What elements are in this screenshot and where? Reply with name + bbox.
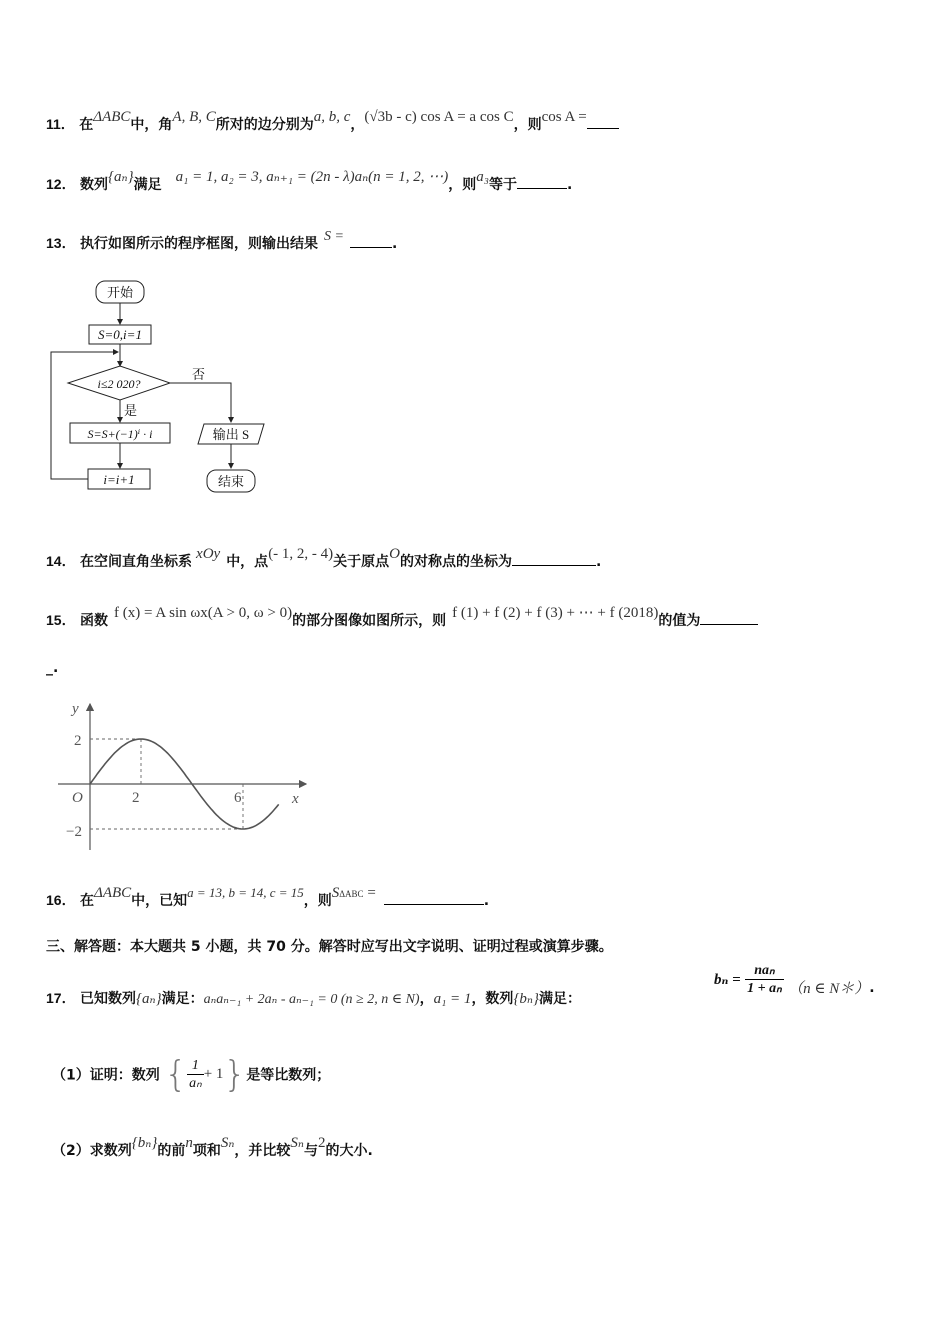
math-expression: A, B, C bbox=[172, 109, 216, 125]
math-expression: a, b, c bbox=[313, 109, 351, 125]
flowchart bbox=[40, 276, 280, 508]
flow-init-label: S=0,i=1 bbox=[98, 327, 142, 342]
flow-end-label: 结束 bbox=[217, 474, 245, 489]
question-12: 12． 数列{aₙ}满足 a₁ = 1, a₂ = 3, aₙ₊₁ = (2n - λ)aₙ(n = 1, 2, ⋯)，则a₃等于 . bbox=[46, 169, 573, 193]
x-tick-2: 2 bbox=[132, 790, 140, 806]
math-expression: (√3b - c) cos A = a cos C bbox=[364, 109, 514, 125]
question-number: 11． bbox=[46, 116, 75, 132]
flow-start-label: 开始 bbox=[106, 285, 134, 300]
y-tick-2: 2 bbox=[74, 733, 82, 749]
q17-part-2: （2）求数列{bₙ}的前n项和Sₙ，并比较Sₙ与2的大小. bbox=[52, 1135, 373, 1159]
fraction: $\frac{1}{\text{aₙ}}$ bbox=[189, 1057, 202, 1091]
answer-blank bbox=[517, 176, 567, 189]
answer-blank bbox=[700, 612, 758, 625]
q17-fraction-group: bₙ = $\frac{\text{naₙ}}{\text{1 + aₙ}}$ （n ∈ N＊）. bbox=[714, 963, 875, 997]
question-13: 13． 执行如图所示的程序框图，则输出结果 S = . bbox=[46, 229, 398, 252]
y-axis-label: y bbox=[72, 701, 79, 717]
math-expression: cos A = bbox=[541, 109, 587, 125]
answer-blank bbox=[512, 553, 596, 566]
question-17: 17． 已知数列{aₙ}满足：aₙaₙ₋₁ + 2aₙ - aₙ₋₁ = 0 (n ≥ 2, n ∈ N)，a₁ = 1，数列{bₙ}满足： bbox=[46, 990, 582, 1007]
q17-part-1: （1）证明：数列 { $\frac{1}{\text{aₙ}}$ + 1}是等比数列； bbox=[52, 1054, 331, 1095]
flow-output-label: 输出 S bbox=[212, 427, 250, 442]
flow-cond-label: i≤2 020? bbox=[97, 377, 141, 391]
question-15: 15． 函数 f (x) = A sin ωx(A > 0, ω > 0)的部分图像如图所示，则 f (1) + f (2) + f (3) + ⋯ + f (2018)的值为 bbox=[46, 610, 758, 630]
question-15-continuation: _. bbox=[46, 660, 59, 676]
math-expression: ΔABC bbox=[93, 109, 131, 125]
flow-no-label: 否 bbox=[192, 367, 206, 382]
flow-body-label: S=S+(−1)ⁱ · i bbox=[87, 427, 153, 441]
answer-blank bbox=[350, 235, 392, 248]
y-tick-neg2: −2 bbox=[66, 824, 82, 840]
x-tick-6: 6 bbox=[234, 790, 242, 806]
flow-yes-label: 是 bbox=[124, 403, 138, 418]
sine-graph bbox=[50, 700, 310, 852]
origin-label: O bbox=[72, 790, 83, 806]
flow-inc-label: i=i+1 bbox=[103, 472, 135, 487]
section-heading: 三、解答题：本大题共 5 小题，共 70 分。解答时应写出文字说明、证明过程或演算步骤。 bbox=[46, 939, 613, 955]
question-14: 14． 在空间直角坐标系 xOy 中，点(- 1, 2, - 4)关于原点O的对称点的坐标为 . bbox=[46, 546, 602, 570]
fraction: $\frac{\text{naₙ}}{\text{1 + aₙ}}$ bbox=[747, 963, 782, 996]
answer-blank bbox=[384, 892, 484, 905]
x-axis-label: x bbox=[292, 791, 299, 807]
question-11: 11． 在ΔABC中，角A, B, C所对的边分别为a, b, c，(√3b - c) cos A = a cos C，则cos A = bbox=[46, 114, 619, 134]
question-16: 16． 在ΔABC中，已知a = 13, b = 14, c = 15，则$S^{\Delta ABC}$ = . bbox=[46, 885, 490, 909]
answer-blank bbox=[587, 116, 619, 129]
